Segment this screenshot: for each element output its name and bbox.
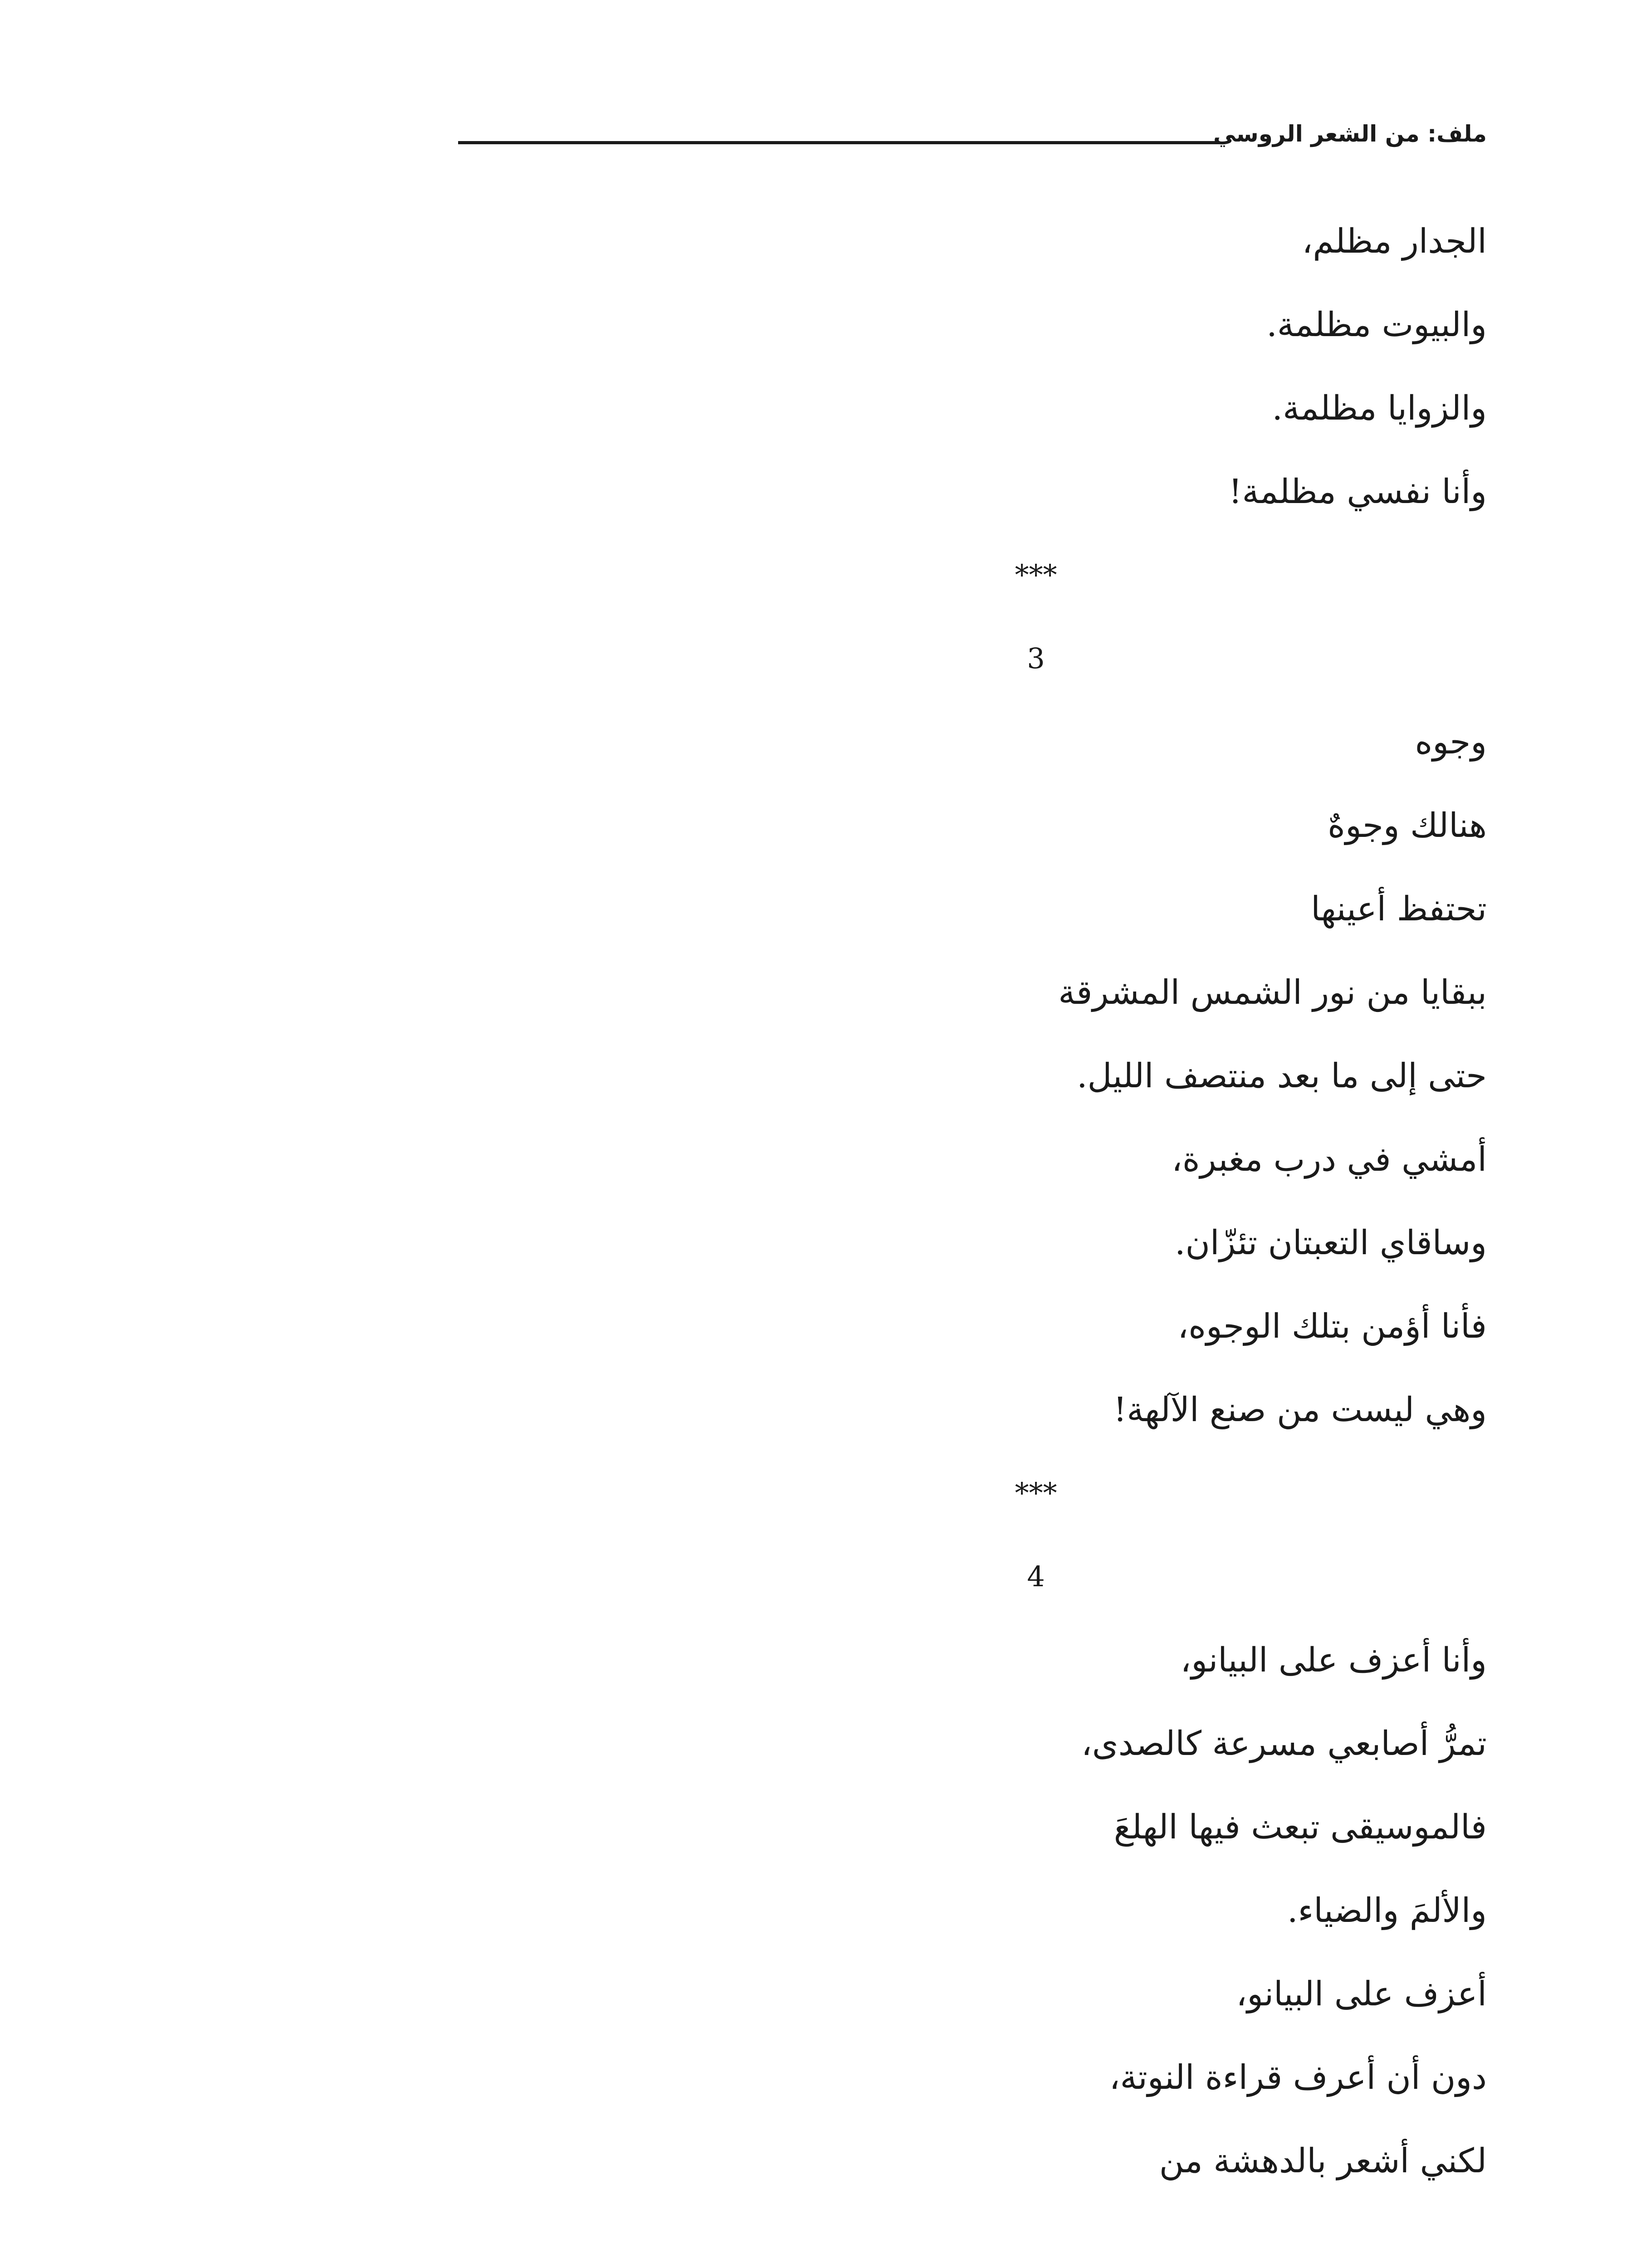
poem-line: حتى إلى ما بعد منتصف الليل. xyxy=(1076,1056,1487,1095)
poem-line: فالموسيقى تبعث فيها الهلعَ xyxy=(1114,1808,1487,1847)
poem-line: هنالك وجوهٌ xyxy=(1328,806,1487,845)
poem-line: دون أن أعرف قراءة النوتة، xyxy=(1109,2058,1487,2097)
poem-line: لكني أشعر بالدهشة من xyxy=(1159,2141,1487,2180)
poem-line: أمشي في درب مغبرة، xyxy=(1171,1140,1487,1179)
running-header xyxy=(458,116,1487,152)
poem-line: ببقايا من نور الشمس المشرقة xyxy=(1058,973,1487,1012)
poem-line: وهي ليست من صنع الآلهة! xyxy=(1113,1390,1487,1429)
poem-line: والبيوت مظلمة. xyxy=(1266,305,1487,344)
poem-line: تمرُّ أصابعي مسرعة كالصدى، xyxy=(1081,1724,1487,1763)
section-number: 3 xyxy=(1027,642,1045,675)
poem-line: أعزف على البيانو، xyxy=(1236,1975,1487,2014)
poem-line: فأنا أؤمن بتلك الوجوه، xyxy=(1177,1307,1487,1346)
section-title: ملف: من الشعر الروسي xyxy=(1213,121,1487,147)
section-separator: *** xyxy=(1015,558,1057,591)
poem-line: تحتفظ أعينها xyxy=(1311,890,1487,929)
section-number: 4 xyxy=(1027,1560,1045,1593)
section-separator: *** xyxy=(1015,1476,1057,1510)
header-rule xyxy=(458,141,1219,144)
poem-line: وساقاي التعبتان تئزّان. xyxy=(1174,1223,1487,1262)
poem-line: والزوايا مظلمة. xyxy=(1272,389,1487,428)
poem-line: وأنا أعزف على البيانو، xyxy=(1180,1641,1487,1680)
poem-line: وجوه xyxy=(1415,723,1487,762)
poem-text xyxy=(585,200,1487,2203)
poem-line: والألمَ والضياء. xyxy=(1287,1891,1487,1930)
poem-line: الجدار مظلم، xyxy=(1302,222,1487,261)
poem-line: وأنا نفسي مظلمة! xyxy=(1228,472,1487,511)
